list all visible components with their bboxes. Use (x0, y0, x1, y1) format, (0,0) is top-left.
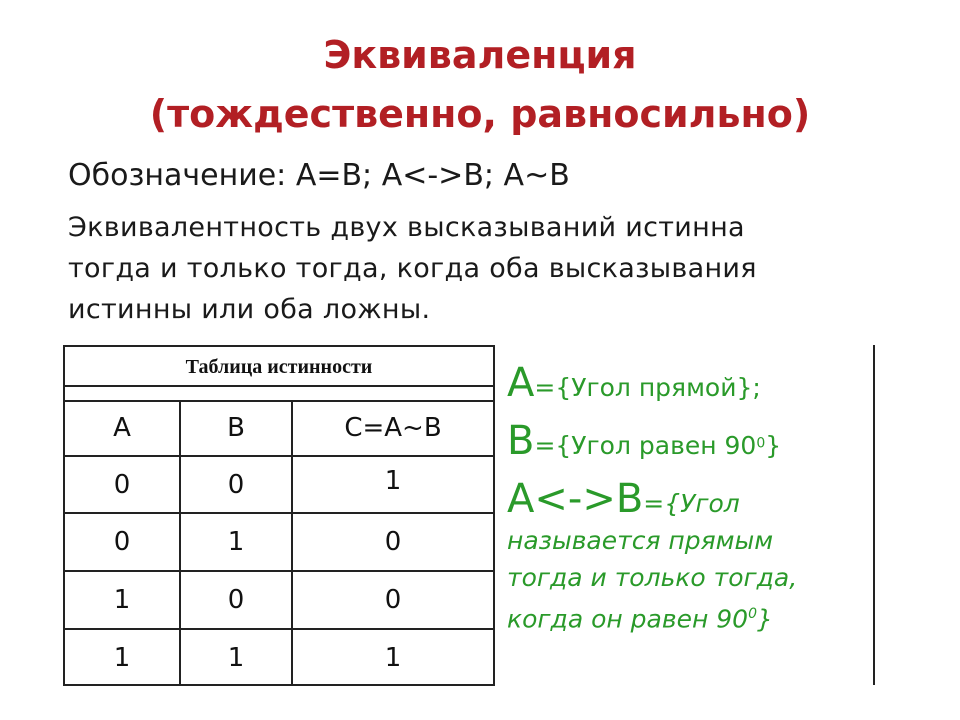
table-cell: 1 (113, 643, 131, 673)
example-eq-label: A<->B (507, 476, 644, 522)
table-cell: 1 (227, 527, 245, 557)
example-eq-degree: 0 (748, 606, 757, 622)
example-b-degree: 0 (756, 435, 766, 452)
table-cell: 1 (113, 585, 131, 615)
table-cell: 0 (113, 527, 131, 557)
table-cell: 0 (227, 470, 245, 500)
table-cell: 0 (113, 470, 131, 500)
example-eq-line-2: называется прямым (507, 526, 774, 555)
table-header-b: B (227, 413, 245, 443)
truth-table-caption: Таблица истинности (185, 356, 373, 378)
example-a-text: ={Угол прямой}; (534, 373, 761, 402)
definition-line-1: Эквивалентность двух высказываний истинна (68, 212, 745, 243)
example-equivalence (507, 476, 867, 637)
example-eq-line-4-text: когда он равен 90 (507, 604, 749, 634)
example-eq-line-3: тогда и только тогда, (507, 563, 798, 592)
example-eq-text: ={Угол (643, 489, 740, 518)
frame-right-border (873, 345, 875, 685)
example-eq-line-4 (507, 596, 867, 637)
example-a-label: A (507, 360, 535, 406)
slide-title-line2: (тождественно, равносильно) (149, 92, 811, 136)
table-cell: 1 (227, 643, 245, 673)
example-b (507, 418, 781, 464)
definition-text (68, 207, 868, 330)
definition-line-2: тогда и только тогда, когда оба высказывания (68, 253, 757, 284)
table-divider (65, 385, 493, 387)
example-b-text: ={Угол равен 90 (534, 431, 757, 460)
example-a (507, 360, 761, 406)
table-cell: 0 (227, 585, 245, 615)
table-header-c: C=A~B (344, 413, 442, 443)
table-cell: 1 (384, 466, 402, 496)
example-b-close: } (765, 431, 782, 460)
notation-text: Обозначение: A=B; A<->B; A~B (68, 158, 570, 193)
example-b-label: B (507, 418, 535, 464)
truth-table (63, 345, 495, 686)
table-cell: 1 (384, 643, 402, 673)
table-cell: 0 (384, 527, 402, 557)
example-eq-line-1 (507, 476, 867, 522)
definition-line-3: истинны или оба ложны. (68, 294, 431, 325)
table-header-a: A (113, 413, 131, 443)
example-eq-close: } (757, 604, 773, 634)
slide-title-line1: Эквиваленция (323, 33, 637, 77)
table-cell: 0 (384, 585, 402, 615)
